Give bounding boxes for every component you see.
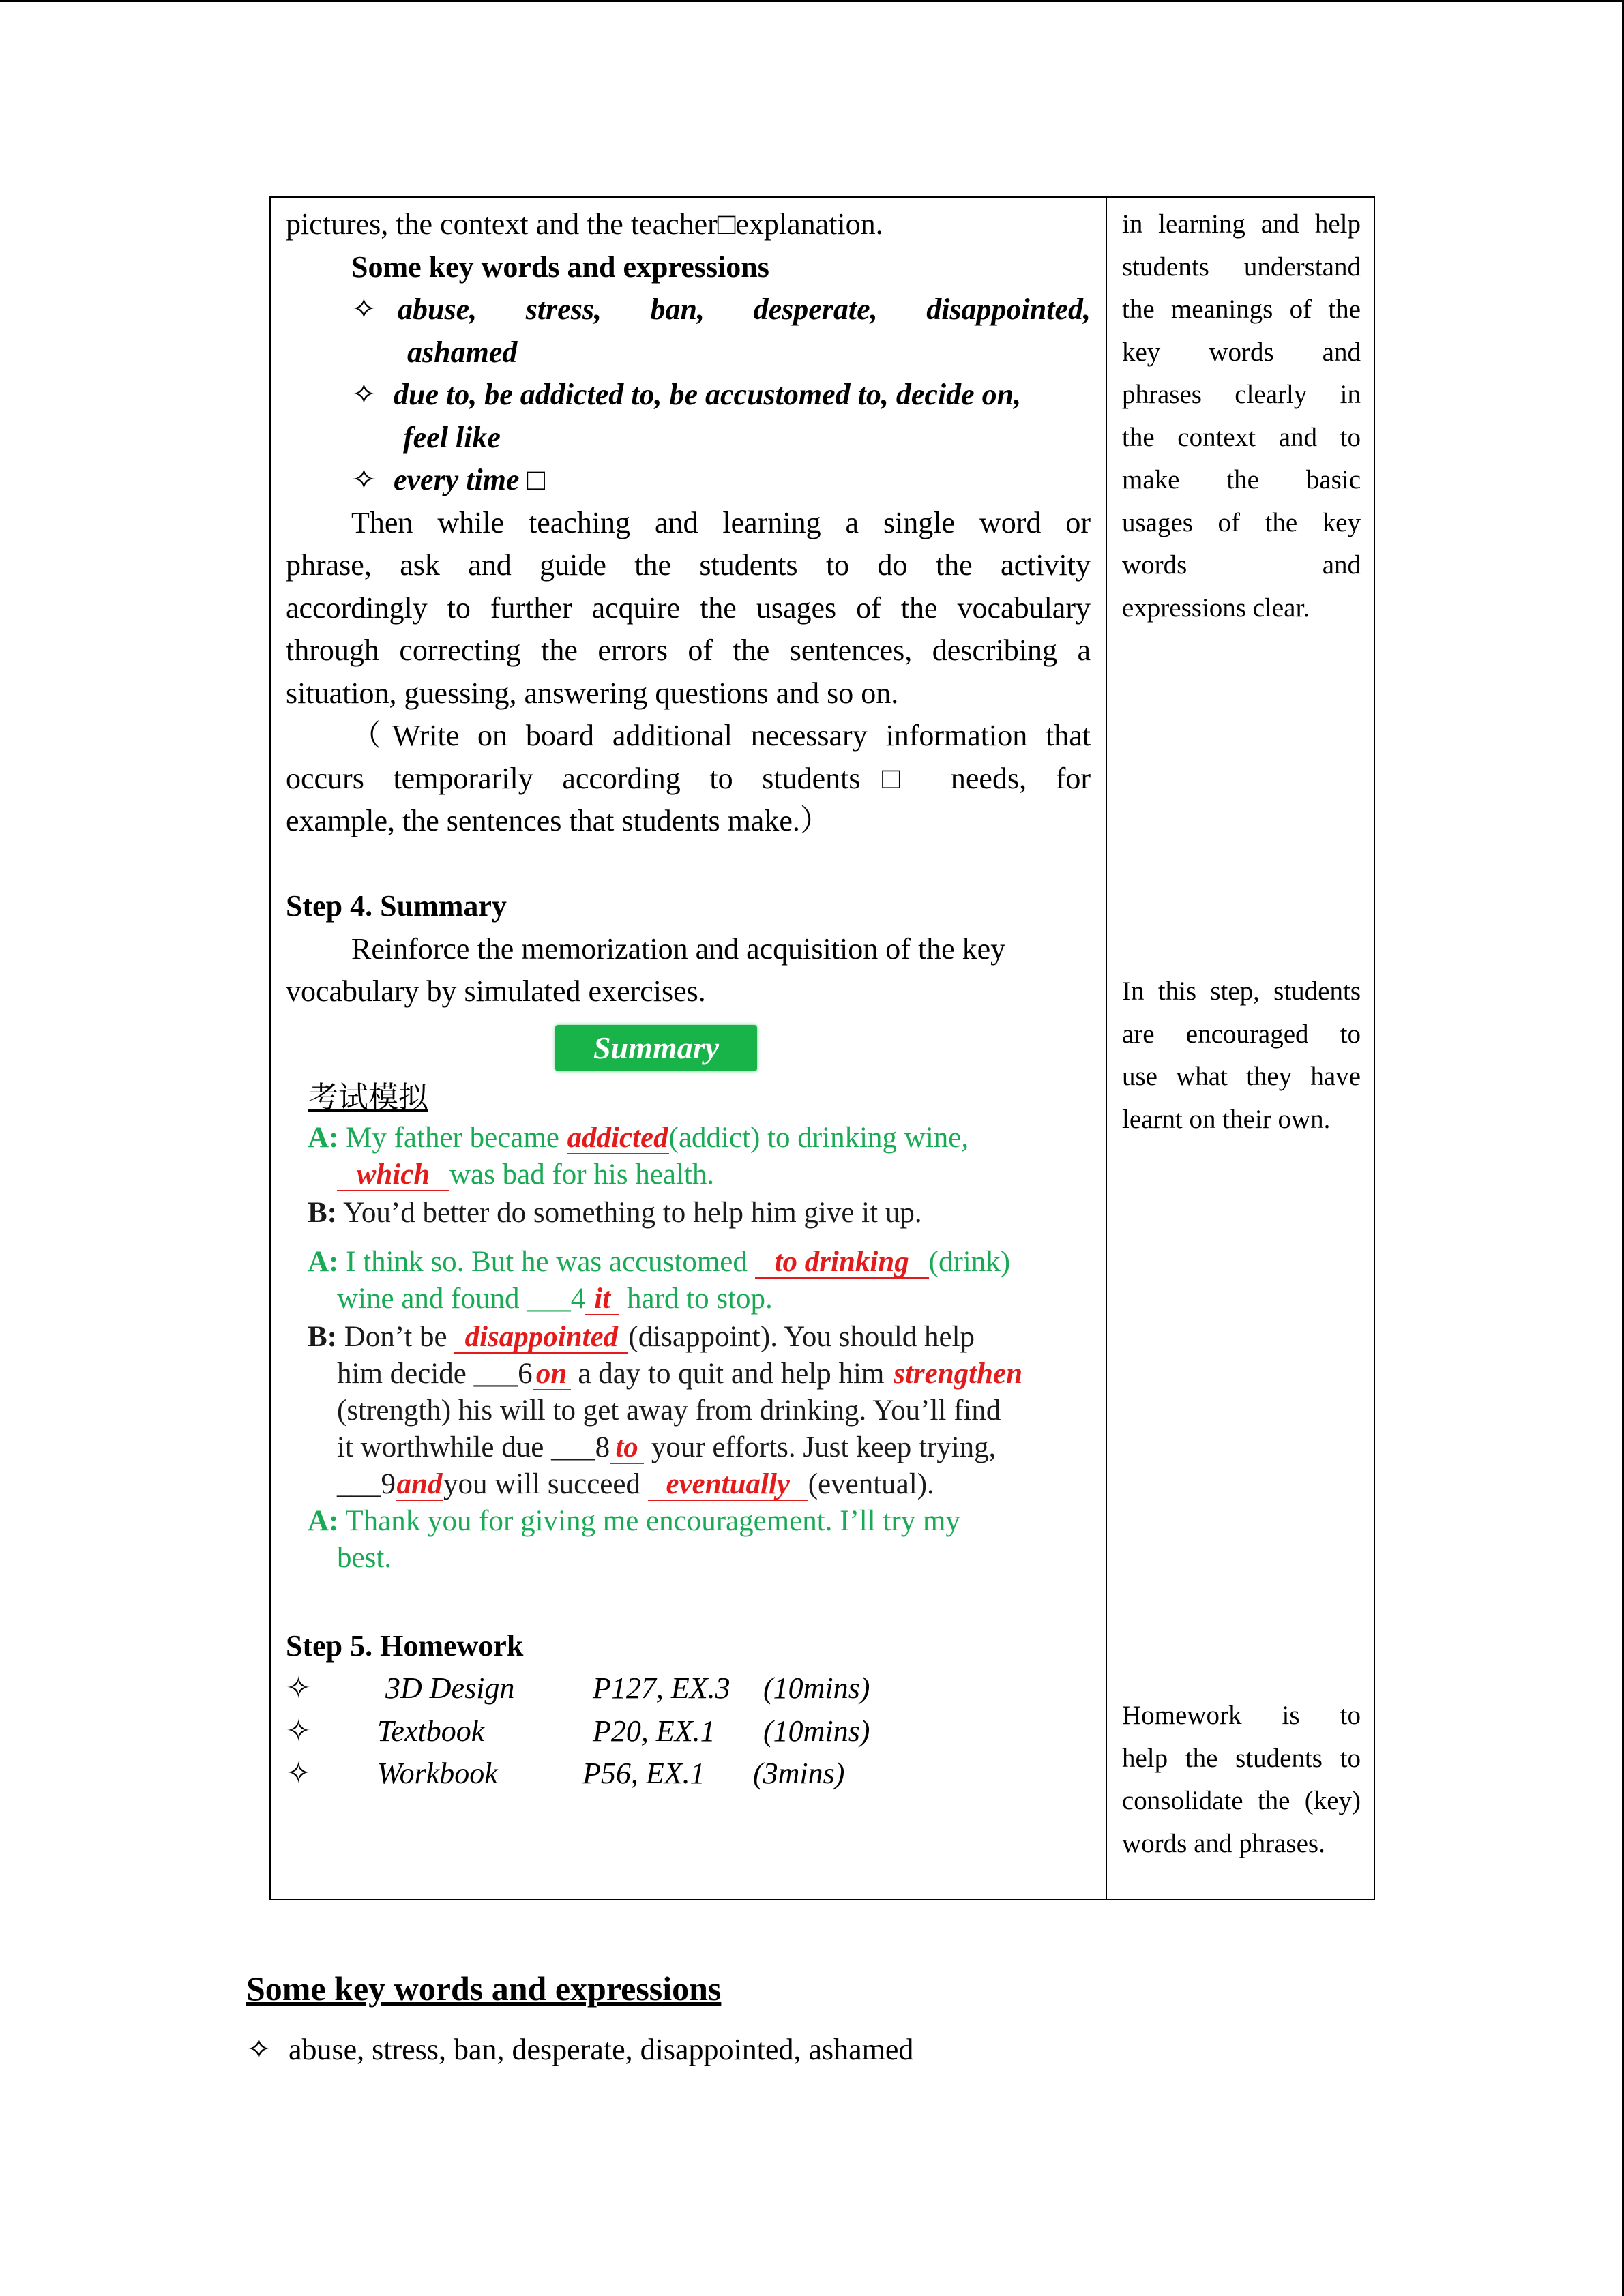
purpose-summary: In this step, students are encouraged to use what they have learnt on their own. <box>1122 976 1361 1134</box>
summary-slide-title: Summary <box>555 1025 757 1071</box>
homework-row-1: ✧ 3D Design P127, EX.3 (10mins) <box>286 1667 1091 1710</box>
summary-slide-subtitle: 考试模拟 <box>308 1079 428 1115</box>
dialogue-line-a2: which was bad for his health. <box>308 1157 1087 1193</box>
kw-bullet-2-cont: feel like <box>403 420 501 454</box>
kw-bullet-3: ✧ every time □ <box>286 459 1091 502</box>
diamond-star-icon: ✧ <box>351 463 377 496</box>
dialogue-line-a6: best. <box>337 1541 392 1574</box>
diamond-star-icon: ✧ <box>351 378 377 411</box>
diamond-star-icon: ✧ <box>286 1714 311 1748</box>
lesson-plan-table <box>269 196 1375 1900</box>
dialogue-line-a5: A: Thank you for giving me encouragement. I’ll try my <box>308 1504 960 1537</box>
dialogue-line-a4: wine and found ___4 it hard to stop. <box>337 1282 773 1315</box>
diamond-star-icon: ✧ <box>286 1757 311 1790</box>
dialogue-line-b2: B: Don’t be disappointed (disappoint). You should help <box>308 1320 975 1353</box>
homework-row-2: ✧ Textbook P20, EX.1 (10mins) <box>286 1710 1091 1753</box>
intro-line: pictures, the context and the teacher□explanation. <box>286 207 883 241</box>
procedure-column <box>286 203 1091 1795</box>
dialogue-line-a3: A: I think so. But he was accustomed to drinking (drink) <box>308 1245 1011 1278</box>
column-divider <box>1106 198 1107 1899</box>
kw-bullet-2: ✧ due to, be addicted to, be accustomed to, decide on, <box>286 374 1091 417</box>
kw-bullet-1: ✧ abuse, stress, ban, desperate, disappointed, <box>286 288 1091 331</box>
step4-text-2: vocabulary by simulated exercises. <box>286 974 706 1008</box>
dialogue-line-b6: ___9andyou will succeed eventually (eventual). <box>337 1467 934 1500</box>
step4-text-1: Reinforce the memorization and acquisition of the key <box>351 931 1006 966</box>
purpose-vocab: in learning and help students understand the meanings of the key words and phrases clearly in the context and to make the basic usages of the key words and expressions clear. <box>1122 209 1361 623</box>
key-words-list-item: ✧ abuse, stress, ban, desperate, disappointed, ashamed <box>246 2029 913 2071</box>
key-words-section-title: Some key words and expressions <box>246 1969 722 2008</box>
step4-title: Step 4. Summary <box>286 889 507 923</box>
summary-slide <box>286 1013 1043 1572</box>
diamond-star-icon: ✧ <box>286 1671 311 1705</box>
top-border-line <box>0 0 1624 2</box>
step5-title: Step 5. Homework <box>286 1628 524 1663</box>
key-words-heading: Some key words and expressions <box>351 250 769 284</box>
kw-bullet-1-cont: ashamed <box>407 335 518 369</box>
dialogue-line-b4: (strength) his will to get away from drinking. You’ll find <box>337 1394 1001 1427</box>
dialogue-line-b1: B: You’d better do something to help him give it up. <box>308 1196 922 1229</box>
purpose-homework: Homework is to help the students to consolidate the (key) words and phrases. <box>1122 1701 1361 1858</box>
diamond-star-icon: ✧ <box>246 2033 271 2066</box>
diamond-star-icon: ✧ <box>351 293 377 326</box>
homework-row-3: ✧ Workbook P56, EX.1 (3mins) <box>286 1753 1091 1795</box>
paragraph-teaching: Then while teaching and learning a single word or phrase, ask and guide the students to do the activity accordingly to further acquire the usages of the vocabulary through correcting the errors of the sentences, describing a situation, guessing, answering questions and so on. <box>286 505 1091 710</box>
dialogue-line-b5: it worthwhile due ___8 to your efforts. Just keep trying, <box>337 1431 996 1463</box>
dialogue-line-a1: A: My father became addicted(addict) to drinking wine, <box>308 1121 969 1154</box>
purpose-column <box>1122 203 1361 1865</box>
paragraph-board-note: （Write on board additional necessary information that occurs temporarily according to students□ needs, for example, the sentences that students make.） <box>286 719 1091 837</box>
dialogue-line-b3: him decide ___6 on a day to quit and help him strengthen <box>337 1357 1023 1390</box>
